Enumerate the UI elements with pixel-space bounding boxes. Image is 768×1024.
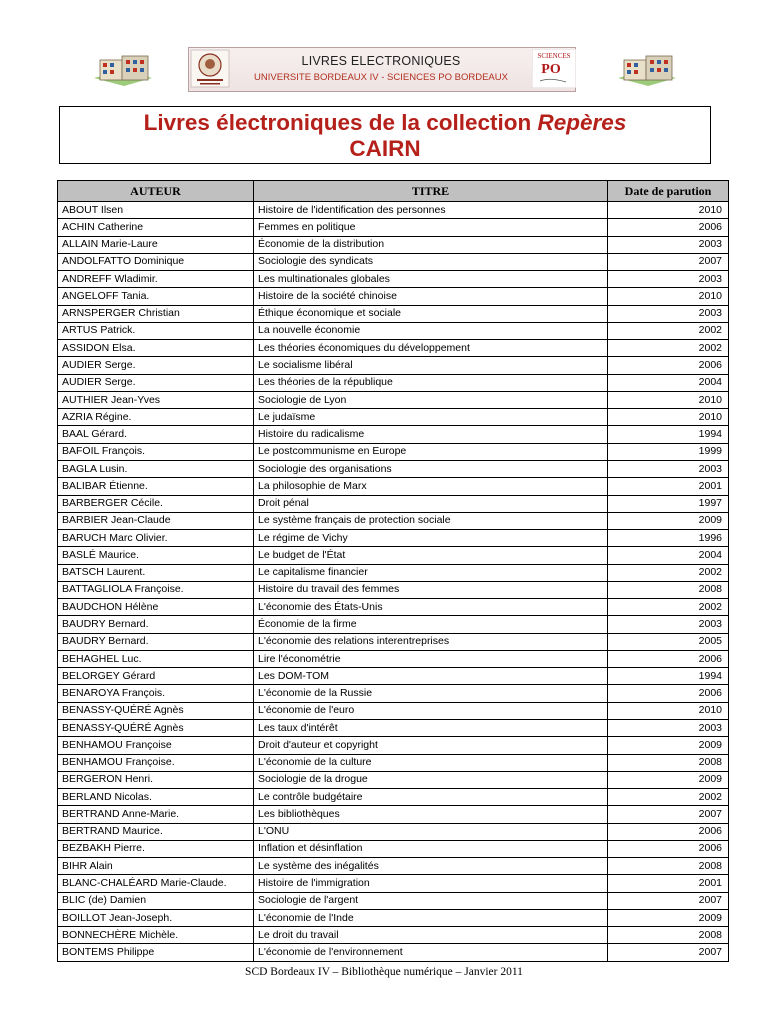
building-icon <box>614 48 680 92</box>
title-cell: Droit pénal <box>254 495 608 512</box>
title-cell: L'économie des États-Unis <box>254 599 608 616</box>
author-cell: BATTAGLIOLA Françoise. <box>58 581 254 598</box>
title-cell: La philosophie de Marx <box>254 478 608 495</box>
year-cell: 2010 <box>608 702 729 719</box>
author-cell: BEZBAKH Pierre. <box>58 840 254 857</box>
author-cell: BALIBAR Étienne. <box>58 478 254 495</box>
year-cell: 2010 <box>608 391 729 408</box>
table-row <box>58 927 729 944</box>
author-cell: ARNSPERGER Christian <box>58 305 254 322</box>
year-cell: 1994 <box>608 668 729 685</box>
table-row <box>58 219 729 236</box>
author-cell: ANDOLFATTO Dominique <box>58 253 254 270</box>
year-cell: 2002 <box>608 599 729 616</box>
year-cell: 2002 <box>608 340 729 357</box>
table-row <box>58 391 729 408</box>
year-cell: 2006 <box>608 840 729 857</box>
year-cell: 2003 <box>608 305 729 322</box>
table-row <box>58 789 729 806</box>
title-cell: Inflation et désinflation <box>254 840 608 857</box>
table-row <box>58 202 729 219</box>
title-prefix: Livres électroniques de la collection <box>143 110 538 135</box>
document-subtitle: CAIRN <box>349 136 421 161</box>
author-cell: BELORGEY Gérard <box>58 668 254 685</box>
author-cell: BAGLA Lusin. <box>58 460 254 477</box>
title-cell: L'économie des relations interentreprises <box>254 633 608 650</box>
year-cell: 2009 <box>608 771 729 788</box>
table-row <box>58 236 729 253</box>
table-row <box>58 944 729 961</box>
title-cell: L'économie de l'Inde <box>254 909 608 926</box>
author-cell: BAUDCHON Hélène <box>58 599 254 616</box>
title-cell: L'économie de l'euro <box>254 702 608 719</box>
title-cell: Le budget de l'État <box>254 547 608 564</box>
title-cell: L'économie de la Russie <box>254 685 608 702</box>
title-cell: Histoire de la société chinoise <box>254 288 608 305</box>
year-cell: 2010 <box>608 409 729 426</box>
table-row <box>58 409 729 426</box>
year-cell: 2001 <box>608 875 729 892</box>
author-cell: BERTRAND Maurice. <box>58 823 254 840</box>
author-cell: BONNECHÈRE Michèle. <box>58 927 254 944</box>
title-cell: Histoire du radicalisme <box>254 426 608 443</box>
year-cell: 2005 <box>608 633 729 650</box>
author-cell: AUDIER Serge. <box>58 357 254 374</box>
year-cell: 2003 <box>608 271 729 288</box>
year-cell: 2007 <box>608 253 729 270</box>
table-row <box>58 823 729 840</box>
table-row <box>58 512 729 529</box>
title-cell: Le droit du travail <box>254 927 608 944</box>
column-header-date: Date de parution <box>608 181 729 202</box>
author-cell: BERLAND Nicolas. <box>58 789 254 806</box>
title-collection-name: Repères <box>537 110 627 135</box>
sciences-po-logo-icon <box>532 49 576 88</box>
author-cell: BENHAMOU Françoise. <box>58 754 254 771</box>
title-cell: Économie de la firme <box>254 616 608 633</box>
year-cell: 2001 <box>608 478 729 495</box>
title-cell: Sociologie des syndicats <box>254 253 608 270</box>
title-cell: Sociologie de la drogue <box>254 771 608 788</box>
table-row <box>58 495 729 512</box>
title-cell: Éthique économique et sociale <box>254 305 608 322</box>
building-icon <box>90 48 156 92</box>
table-row <box>58 564 729 581</box>
title-cell: Le système des inégalités <box>254 858 608 875</box>
table-row <box>58 650 729 667</box>
table-row <box>58 858 729 875</box>
table-body <box>58 202 729 962</box>
title-cell: Les théories économiques du développement <box>254 340 608 357</box>
author-cell: ACHIN Catherine <box>58 219 254 236</box>
year-cell: 2002 <box>608 789 729 806</box>
title-cell: Le capitalisme financier <box>254 564 608 581</box>
year-cell: 2009 <box>608 512 729 529</box>
title-cell: Les théories de la république <box>254 374 608 391</box>
year-cell: 1994 <box>608 426 729 443</box>
title-cell: Histoire de l'identification des personnes <box>254 202 608 219</box>
table-row <box>58 581 729 598</box>
year-cell: 2010 <box>608 202 729 219</box>
table-row <box>58 374 729 391</box>
author-cell: BATSCH Laurent. <box>58 564 254 581</box>
author-cell: BLANC-CHALÉARD Marie-Claude. <box>58 875 254 892</box>
year-cell: 2003 <box>608 460 729 477</box>
year-cell: 2006 <box>608 650 729 667</box>
ebook-table <box>57 180 729 962</box>
title-cell: Le socialisme libéral <box>254 357 608 374</box>
title-cell: Le postcommunisme en Europe <box>254 443 608 460</box>
author-cell: BARBIER Jean-Claude <box>58 512 254 529</box>
title-cell: Sociologie des organisations <box>254 460 608 477</box>
title-cell: Les DOM-TOM <box>254 668 608 685</box>
title-cell: Les taux d'intérêt <box>254 719 608 736</box>
document-title-box <box>59 106 711 164</box>
author-cell: ARTUS Patrick. <box>58 322 254 339</box>
year-cell: 2009 <box>608 909 729 926</box>
table-row <box>58 892 729 909</box>
year-cell: 2003 <box>608 719 729 736</box>
author-cell: BEHAGHEL Luc. <box>58 650 254 667</box>
author-cell: AUDIER Serge. <box>58 374 254 391</box>
banner-subtitle: UNIVERSITE BORDEAUX IV - SCIENCES PO BORDEAUX <box>254 72 508 83</box>
author-cell: BARBERGER Cécile. <box>58 495 254 512</box>
sciences-po-logo-top-text: SCIENCES <box>537 52 571 60</box>
author-cell: ALLAIN Marie-Laure <box>58 236 254 253</box>
year-cell: 2004 <box>608 374 729 391</box>
author-cell: BENAROYA François. <box>58 685 254 702</box>
author-cell: BENHAMOU Françoise <box>58 737 254 754</box>
year-cell: 2008 <box>608 754 729 771</box>
year-cell: 2008 <box>608 858 729 875</box>
table-row <box>58 253 729 270</box>
table-row <box>58 616 729 633</box>
table-row <box>58 443 729 460</box>
year-cell: 2003 <box>608 236 729 253</box>
title-cell: Le régime de Vichy <box>254 530 608 547</box>
table-row <box>58 875 729 892</box>
title-cell: Histoire du travail des femmes <box>254 581 608 598</box>
title-cell: Lire l'économétrie <box>254 650 608 667</box>
title-cell: Le judaïsme <box>254 409 608 426</box>
table-row <box>58 668 729 685</box>
author-cell: BENASSY-QUÉRÉ Agnès <box>58 719 254 736</box>
table-row <box>58 719 729 736</box>
year-cell: 2007 <box>608 944 729 961</box>
title-cell: Les bibliothèques <box>254 806 608 823</box>
table-header-row <box>58 181 729 202</box>
year-cell: 2007 <box>608 892 729 909</box>
title-cell: L'ONU <box>254 823 608 840</box>
author-cell: BARUCH Marc Olivier. <box>58 530 254 547</box>
title-cell: Histoire de l'immigration <box>254 875 608 892</box>
year-cell: 2002 <box>608 564 729 581</box>
document-title <box>60 110 710 136</box>
year-cell: 2003 <box>608 616 729 633</box>
table-row <box>58 322 729 339</box>
title-cell: Femmes en politique <box>254 219 608 236</box>
sciences-po-logo-main-text: PO <box>541 62 561 77</box>
column-header-title: TITRE <box>254 181 608 202</box>
title-cell: L'économie de l'environnement <box>254 944 608 961</box>
title-cell: Droit d'auteur et copyright <box>254 737 608 754</box>
year-cell: 1996 <box>608 530 729 547</box>
year-cell: 2008 <box>608 581 729 598</box>
author-cell: BLIC (de) Damien <box>58 892 254 909</box>
author-cell: BAFOIL François. <box>58 443 254 460</box>
title-cell: La nouvelle économie <box>254 322 608 339</box>
year-cell: 2006 <box>608 219 729 236</box>
year-cell: 1999 <box>608 443 729 460</box>
year-cell: 1997 <box>608 495 729 512</box>
author-cell: ASSIDON Elsa. <box>58 340 254 357</box>
table-row <box>58 840 729 857</box>
table-row <box>58 737 729 754</box>
year-cell: 2006 <box>608 357 729 374</box>
title-cell: Économie de la distribution <box>254 236 608 253</box>
title-cell: Sociologie de Lyon <box>254 391 608 408</box>
author-cell: BASLÉ Maurice. <box>58 547 254 564</box>
table-row <box>58 460 729 477</box>
year-cell: 2002 <box>608 322 729 339</box>
table-row <box>58 305 729 322</box>
year-cell: 2004 <box>608 547 729 564</box>
year-cell: 2010 <box>608 288 729 305</box>
author-cell: BAUDRY Bernard. <box>58 633 254 650</box>
table-row <box>58 547 729 564</box>
table-row <box>58 357 729 374</box>
author-cell: ABOUT Ilsen <box>58 202 254 219</box>
author-cell: BERTRAND Anne-Marie. <box>58 806 254 823</box>
author-cell: BAAL Gérard. <box>58 426 254 443</box>
year-cell: 2006 <box>608 685 729 702</box>
banner-title: LIVRES ELECTRONIQUES <box>301 54 461 68</box>
table-row <box>58 685 729 702</box>
author-cell: BAUDRY Bernard. <box>58 616 254 633</box>
author-cell: BONTEMS Philippe <box>58 944 254 961</box>
table-row <box>58 633 729 650</box>
table-row <box>58 426 729 443</box>
university-seal-icon <box>190 49 230 88</box>
table-row <box>58 530 729 547</box>
table-row <box>58 599 729 616</box>
table-row <box>58 702 729 719</box>
author-cell: BENASSY-QUÉRÉ Agnès <box>58 702 254 719</box>
title-cell: Le système français de protection sociale <box>254 512 608 529</box>
table-row <box>58 909 729 926</box>
author-cell: AZRIA Régine. <box>58 409 254 426</box>
year-cell: 2007 <box>608 806 729 823</box>
header-banner <box>88 44 682 94</box>
author-cell: AUTHIER Jean-Yves <box>58 391 254 408</box>
year-cell: 2008 <box>608 927 729 944</box>
title-cell: Sociologie de l'argent <box>254 892 608 909</box>
author-cell: BIHR Alain <box>58 858 254 875</box>
table-row <box>58 340 729 357</box>
table-row <box>58 288 729 305</box>
year-cell: 2009 <box>608 737 729 754</box>
column-header-author: AUTEUR <box>58 181 254 202</box>
title-cell: Les multinationales globales <box>254 271 608 288</box>
author-cell: ANGELOFF Tania. <box>58 288 254 305</box>
table-row <box>58 754 729 771</box>
author-cell: BOILLOT Jean-Joseph. <box>58 909 254 926</box>
page-footer: SCD Bordeaux IV – Bibliothèque numérique – Janvier 2011 <box>245 966 523 978</box>
year-cell: 2006 <box>608 823 729 840</box>
table-row <box>58 271 729 288</box>
title-cell: Le contrôle budgétaire <box>254 789 608 806</box>
title-cell: L'économie de la culture <box>254 754 608 771</box>
author-cell: BERGERON Henri. <box>58 771 254 788</box>
table-row <box>58 806 729 823</box>
author-cell: ANDREFF Wladimir. <box>58 271 254 288</box>
table-row <box>58 771 729 788</box>
table-row <box>58 478 729 495</box>
